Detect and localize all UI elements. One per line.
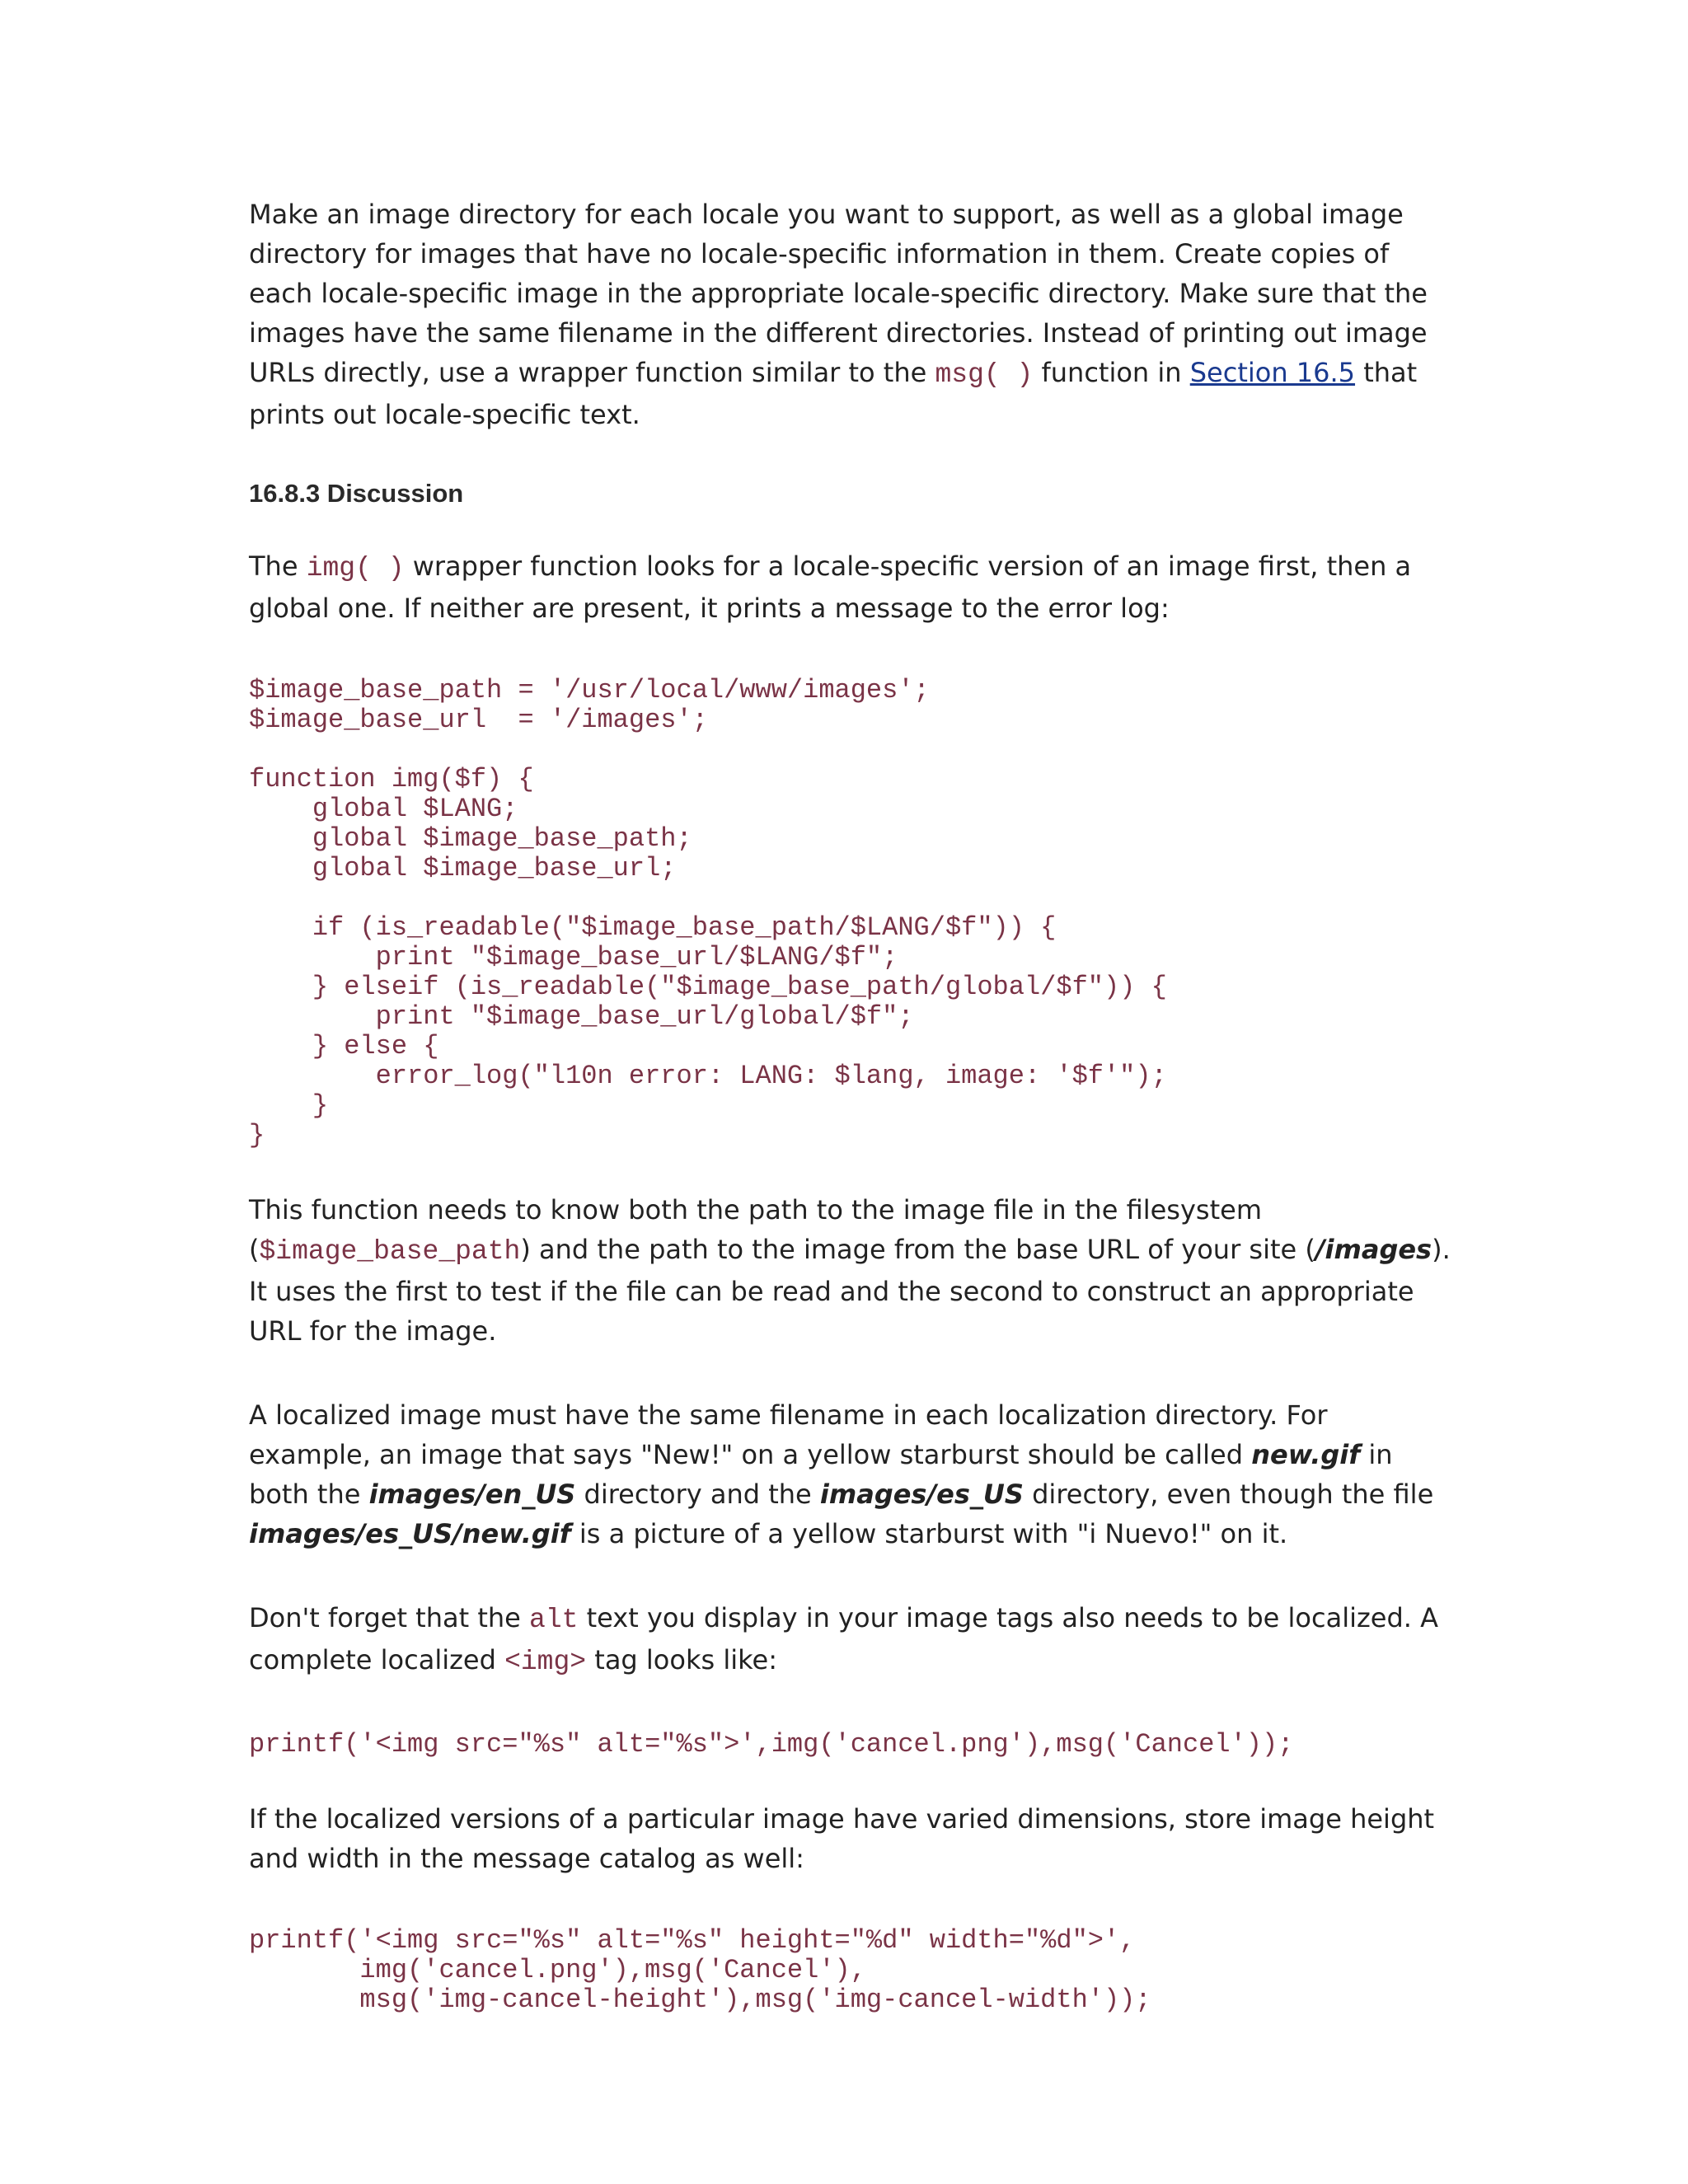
filename-images-en-us: images/en_US	[368, 1479, 576, 1510]
filename-images-es-us-new-gif: images/es_US/new.gif	[249, 1518, 571, 1549]
path-explanation-paragraph: This function needs to know both the path to the image file in the filesystem ($image_base_path) and the path to the image from the base URL of your site (/images). It uses the first to test if the file can be read and the second to construct an appropriate URL for the image.	[249, 1194, 1451, 1347]
filename-new-gif: new.gif	[1251, 1439, 1361, 1470]
inline-code-alt: alt	[529, 1605, 579, 1635]
section-16-5-link[interactable]: Section 16.5	[1189, 357, 1356, 388]
inline-code-image-base-path: $image_base_path	[259, 1236, 521, 1267]
inline-code-msg: msg( )	[935, 359, 1034, 390]
filename-images-es-us: images/es_US	[819, 1479, 1024, 1510]
code-block-img-function: $image_base_path = '/usr/local/www/images'; $image_base_url = '/images'; function img($f) { global $LANG; global $image_base_path; global $image_base_url; if (is_readable("$image_base_path/$LANG/$f")) { print "$image_base_url/$LANG/$f"; } elseif (is_readable("$image_base_path/global/$f")) { print "$image_base_url/global/$f"; } else { error_log("l10n error: LANG: $lang, image: '$f'"); } }	[249, 675, 1167, 1151]
discussion-paragraph: The img( ) wrapper function looks for a locale-specific version of an image first, then a global one. If neither are present, it prints a message to the error log:	[249, 551, 1412, 624]
document-page	[249, 194, 1452, 2015]
filename-images: /images	[1315, 1234, 1432, 1265]
section-heading: 16.8.3 Discussion	[249, 479, 464, 508]
code-block-printf-dimensions: printf('<img src="%s" alt="%s" height="%d" width="%d">', img('cancel.png'),msg('Cancel'), msg('img-cancel-height'),msg('img-cancel-width'));	[249, 1925, 1151, 2015]
alt-text-paragraph: Don't forget that the alt text you display in your image tags also needs to be localized. A complete localized <img> tag looks like:	[249, 1602, 1439, 1677]
intro-paragraph: Make an image directory for each locale you want to support, as well as a global image directory for images that have no locale-specific information in them. Create copies of each locale-specific image in the appropriate locale-specific directory. Make sure that the images have the same filename in the different directories. Instead of printing out image URLs directly, use a wrapper function similar to the msg( ) function in Section 16.5 that prints out locale-specific text.	[249, 199, 1428, 430]
inline-code-img: img( )	[306, 553, 405, 583]
dimensions-paragraph: If the localized versions of a particular image have varied dimensions, store image height and width in the message catalog as well:	[249, 1803, 1435, 1874]
inline-code-img-tag: <img>	[504, 1647, 587, 1677]
filename-paragraph: A localized image must have the same filename in each localization directory. For example, an image that says "New!" on a yellow starburst should be called new.gif in both the images/en_US directory and the images/es_US directory, even though the file images/es_US/new.gif is a picture of a yellow starburst with "i Nuevo!" on it.	[249, 1399, 1434, 1549]
code-block-printf-simple: printf('<img src="%s" alt="%s">',img('cancel.png'),msg('Cancel'));	[249, 1729, 1294, 1760]
